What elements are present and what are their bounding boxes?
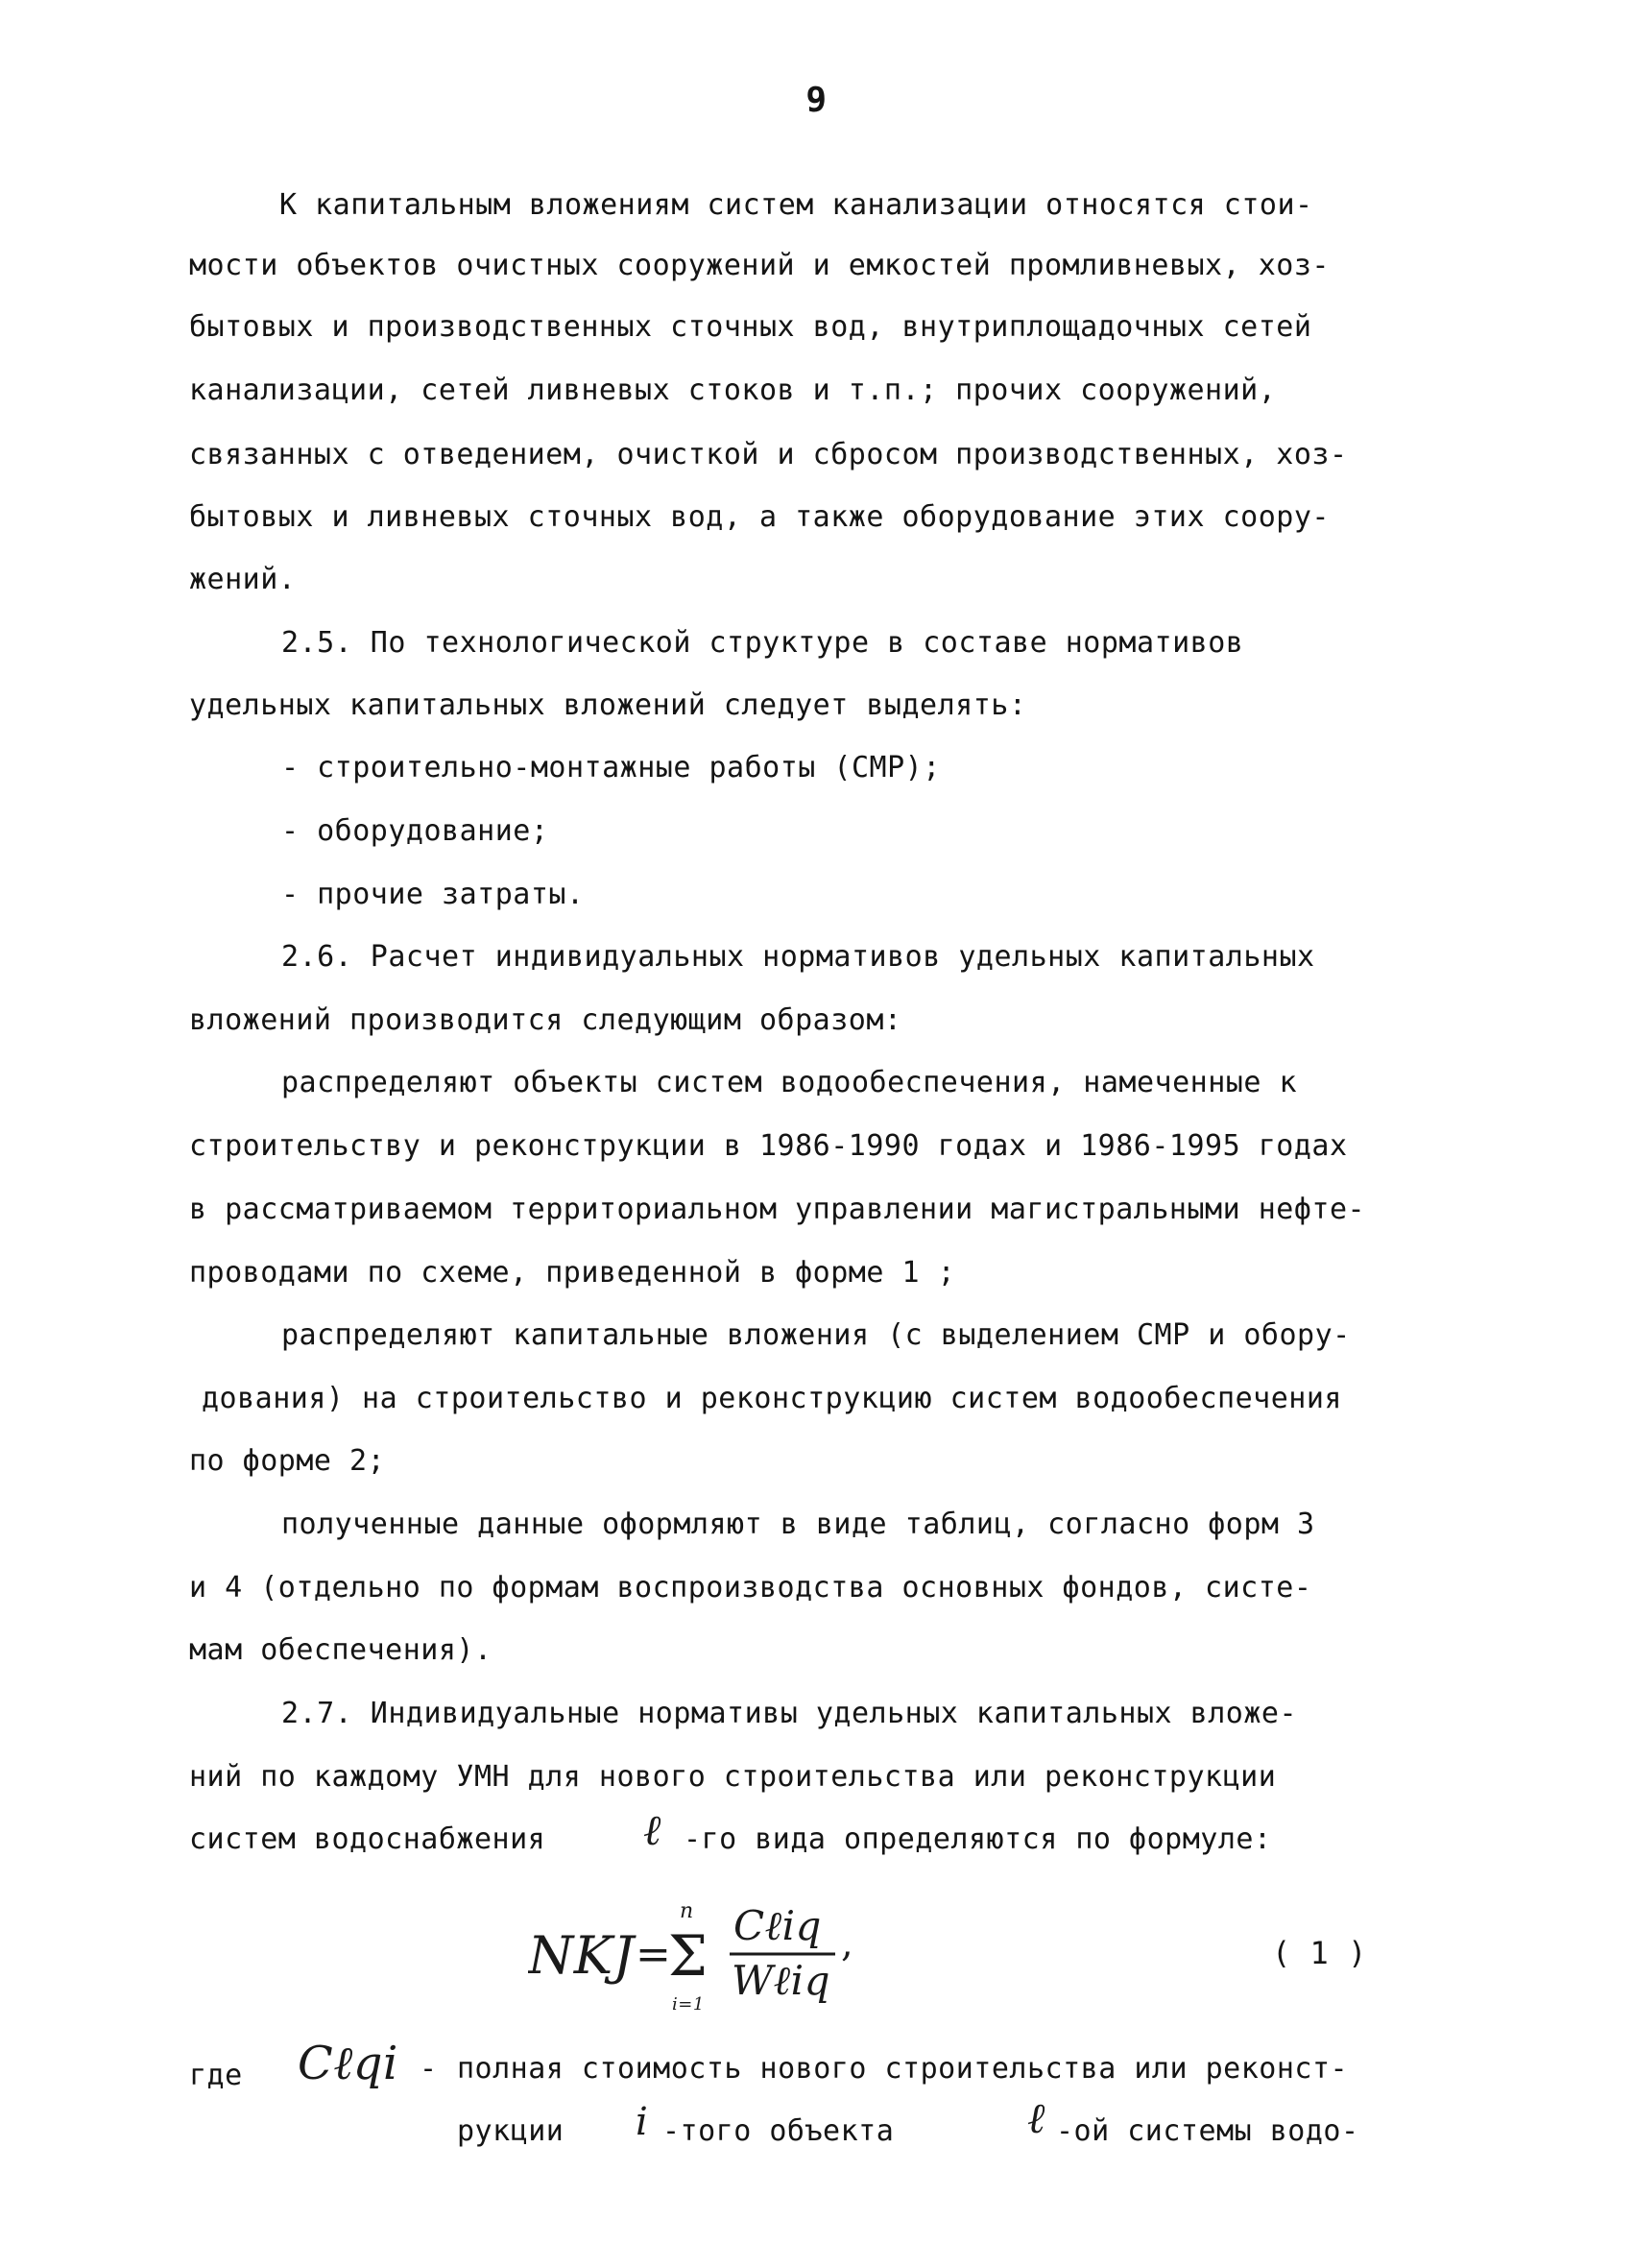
definition-line: -ой системы водо- (1056, 2114, 1359, 2148)
text-line: мам обеспечения). (189, 1633, 492, 1667)
text-line: строительству и реконструкции в 1986-1990 годах и 1986-1995 годах (189, 1129, 1348, 1163)
text-line: полученные данные оформляют в виде таблиц, согласно форм 3 (281, 1508, 1315, 1541)
text-line: мости объектов очистных сооружений и емкостей промливневых, хоз- (189, 249, 1330, 282)
formula-sum-sign: Σ (668, 1923, 708, 1989)
text-line: связанных с отведением, очисткой и сбросом производственных, хоз- (189, 438, 1348, 471)
section-heading: 2.6. Расчет индивидуальных нормативов удельных капитальных (281, 940, 1315, 974)
text-line: систем водоснабжения (189, 1822, 546, 1856)
definition-line: -того объекта (662, 2114, 895, 2148)
formula-upper-limit: n (680, 1899, 694, 1923)
handwritten-i-symbol: i (636, 2100, 649, 2144)
where-dash: - (420, 2052, 438, 2086)
formula-denominator: Wℓiq (732, 1957, 830, 2004)
handwritten-l-symbol: ℓ (1027, 2094, 1045, 2143)
formula-number: ( 1 ) (1272, 1935, 1367, 1971)
text-line: вложений производится следующим образом: (189, 1003, 902, 1037)
text-line: ний по каждому УМН для нового строительства или реконструкции (189, 1760, 1277, 1794)
where-label: где (189, 2059, 243, 2092)
definition-line: рукции (457, 2114, 564, 2148)
section-heading: 2.7. Индивидуальные нормативы удельных капитальных вложе- (281, 1697, 1298, 1730)
formula-numerator: Cℓiq (733, 1902, 822, 1949)
text-line: и 4 (отдельно по формам воспроизводства основных фондов, систе- (189, 1571, 1312, 1604)
text-line: канализации, сетей ливневых стоков и т.п.; прочих сооружений, (189, 374, 1277, 407)
text-line: бытовых и ливневых сточных вод, а также оборудование этих соору- (189, 500, 1330, 534)
list-item: - оборудование; (281, 814, 549, 848)
page-number: 9 (805, 81, 828, 120)
definition-line: полная стоимость нового строительства или реконст- (457, 2052, 1349, 2086)
list-item: - прочие затраты. (281, 878, 585, 911)
formula-comma: , (841, 1921, 854, 1966)
text-line: распределяют объекты систем водообеспечения, намеченные к (281, 1066, 1298, 1099)
formula-equals: = (636, 1930, 672, 1979)
text-line: -го вида определяются по формуле: (684, 1822, 1272, 1856)
section-heading: 2.5. По технологической структуре в составе нормативов (281, 626, 1244, 660)
text-line: в рассматриваемом территориальном управлении магистральными нефте- (189, 1193, 1366, 1226)
text-line: по форме 2; (189, 1444, 386, 1478)
text-line: жений. (189, 563, 297, 596)
formula-lhs: NKJ (528, 1925, 635, 1986)
text-line: удельных капитальных вложений следует выделять: (189, 688, 1027, 722)
handwritten-l-symbol: ℓ (643, 1806, 661, 1855)
text-line: бытовых и производственных сточных вод, внутриплощадочных сетей (189, 310, 1312, 344)
formula-lower-limit: i=1 (672, 1994, 705, 2015)
text-line: распределяют капитальные вложения (с выделением СМР и обору- (281, 1318, 1351, 1352)
text-line: дования) на строительство и реконструкцию систем водообеспечения (202, 1382, 1342, 1415)
formula-1 (528, 1887, 1027, 2021)
text-line: проводами по схеме, приведенной в форме 1 ; (189, 1256, 956, 1290)
where-symbol: Cℓqi (298, 2037, 398, 2090)
list-item: - строительно-монтажные работы (СМР); (281, 751, 941, 784)
text-line: К капитальным вложениям систем канализации относятся стои- (279, 188, 1313, 222)
